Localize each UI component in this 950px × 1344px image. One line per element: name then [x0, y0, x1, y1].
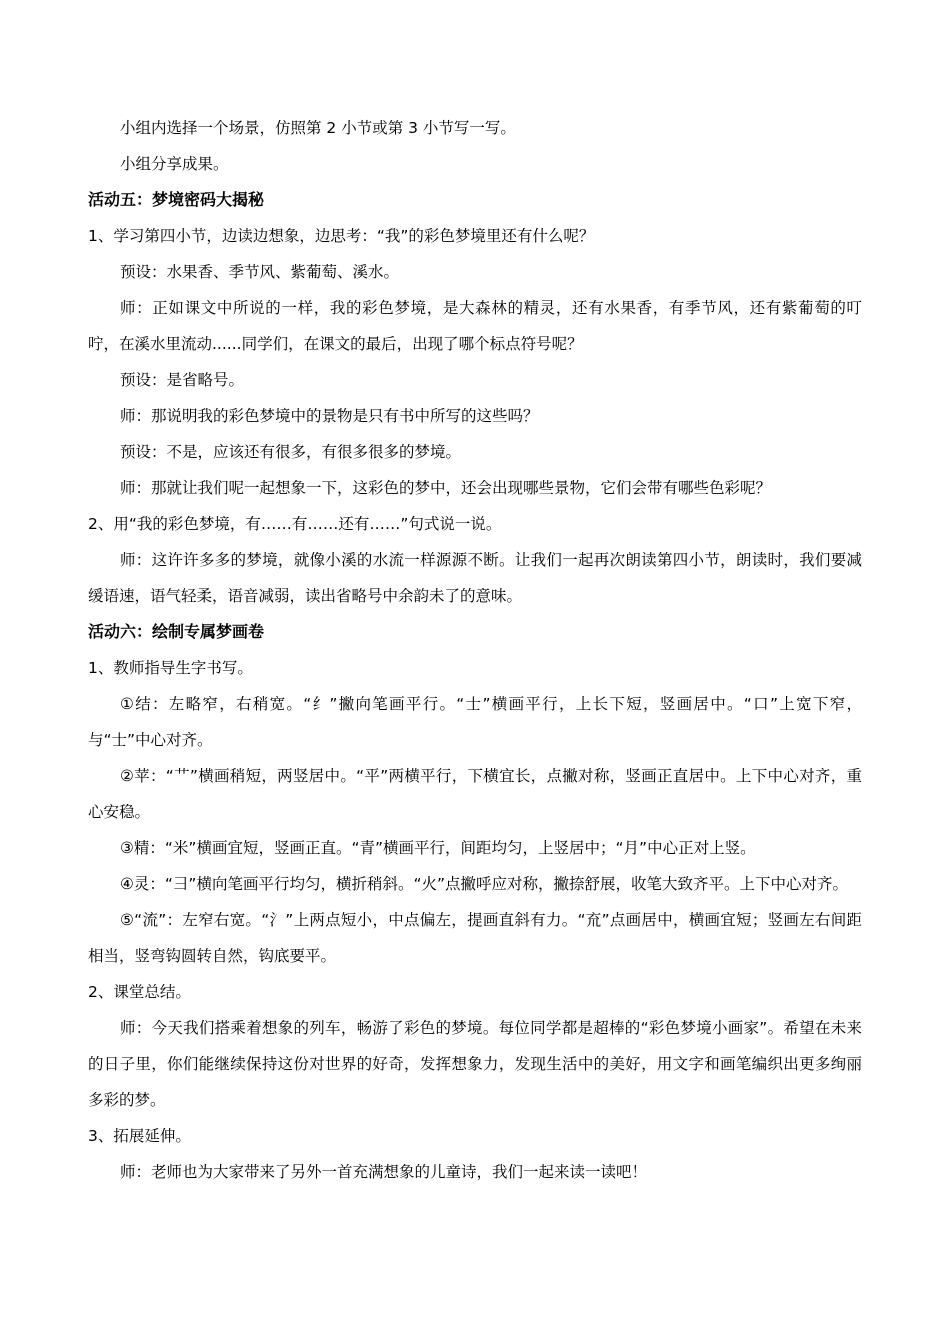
paragraph: 师：这许许多多的梦境，就像小溪的水流一样源源不断。让我们一起再次朗读第四小节，朗读时，我们要减缓语速，语气轻柔，语音减弱，读出省略号中余韵未了的意味。 — [88, 551, 862, 605]
paragraph: 师：那就让我们呢一起想象一下，这彩色的梦中，还会出现哪些景物，它们会带有哪些色彩呢？ — [120, 479, 772, 497]
paragraph: ④灵：“彐”横向笔画平行均匀，横折稍斜。“火”点撇呼应对称，撇捺舒展，收笔大致齐平。上下中心对齐。 — [120, 875, 849, 893]
document-page — [88, 110, 862, 1190]
paragraph: ②苹：“艹”横画稍短，两竖居中。“平”两横平行，下横宜长，点撇对称，竖画正直居中。上下中心对齐，重心安稳。 — [88, 767, 862, 821]
paragraph: 2、用“我的彩色梦境，有……有……还有……”句式说一说。 — [88, 515, 502, 533]
paragraph: 小组内选择一个场景，仿照第 2 小节或第 3 小节写一写。 — [120, 119, 516, 137]
paragraph: 预设：不是，应该还有很多，有很多很多的梦境。 — [120, 443, 462, 461]
paragraph: 3、拓展延伸。 — [88, 1127, 191, 1145]
paragraph: 1、教师指导生字书写。 — [88, 659, 253, 677]
paragraph: ①结：左略窄，右稍宽。“纟”撇向笔画平行。“士”横画平行，上长下短，竖画居中。“口”上宽下窄，与“士”中心对齐。 — [88, 695, 862, 749]
paragraph: ⑤“流”：左窄右宽。“氵”上两点短小，中点偏左，提画直斜有力。“㐬”点画居中，横画宜短；竖画左右间距相当，竖弯钩圆转自然，钩底要平。 — [88, 911, 862, 965]
paragraph: 预设：水果香、季节风、紫葡萄、溪水。 — [120, 263, 400, 281]
paragraph: 1、学习第四小节，边读边想象，边思考：“我”的彩色梦境里还有什么呢？ — [88, 227, 595, 245]
paragraph: 师：那说明我的彩色梦境中的景物是只有书中所写的这些吗？ — [120, 407, 539, 425]
paragraph: 预设：是省略号。 — [120, 371, 245, 389]
section-heading: 活动六：绘制专属梦画卷 — [88, 622, 265, 641]
paragraph: 小组分享成果。 — [120, 155, 229, 173]
paragraph: ③精：“米”横画宜短，竖画正直。“青”横画平行，间距均匀，上竖居中；“月”中心正对上竖。 — [120, 839, 756, 857]
paragraph: 师：正如课文中所说的一样，我的彩色梦境，是大森林的精灵，还有水果香，有季节风，还有紫葡萄的叮咛，在溪水里流动......同学们，在课文的最后，出现了哪个标点符号呢？ — [88, 299, 862, 353]
paragraph: 师：今天我们搭乘着想象的列车，畅游了彩色的梦境。每位同学都是超棒的“彩色梦境小画家”。希望在未来的日子里，你们能继续保持这份对世界的好奇，发挥想象力，发现生活中的美好，用文字和画笔编织出更多绚丽多彩的梦。 — [88, 1019, 862, 1109]
paragraph: 2、课堂总结。 — [88, 983, 191, 1001]
paragraph: 师：老师也为大家带来了另外一首充满想象的儿童诗，我们一起来读一读吧！ — [120, 1163, 648, 1181]
section-heading: 活动五：梦境密码大揭秘 — [88, 190, 265, 209]
